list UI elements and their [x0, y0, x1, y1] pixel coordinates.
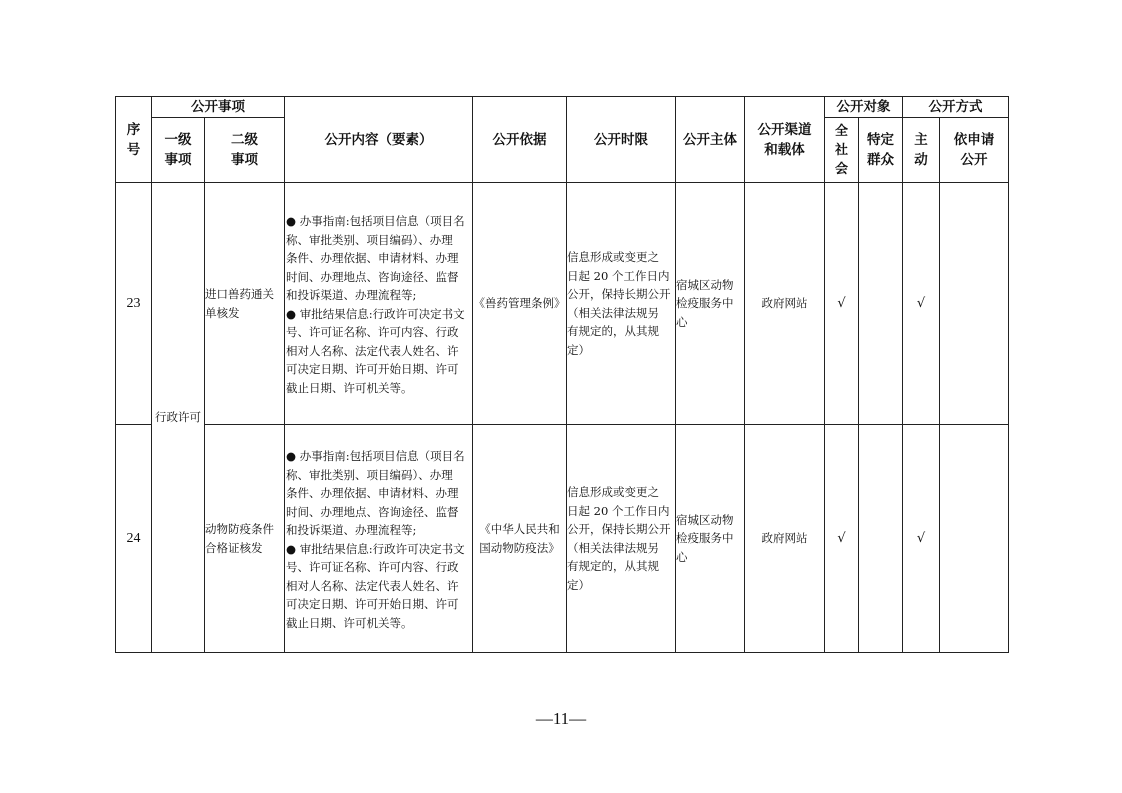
- disclosure-basis: 《中华人民共和 国动物防疫法》: [473, 425, 567, 653]
- table-row: [116, 183, 1009, 425]
- header-method-group: 公开方式: [903, 97, 1009, 118]
- active-check: √: [903, 425, 940, 653]
- level2-item: 进口兽药通关 单核发: [205, 183, 285, 425]
- table-row: [116, 425, 1009, 653]
- header-time-limit: 公开时限: [567, 97, 676, 183]
- header-active: 主 动: [903, 118, 940, 183]
- all-society-check: √: [825, 425, 859, 653]
- disclosure-content: ● 办事指南:包括项目信息（项目名 称、审批类别、项目编码）、办理 条件、办理依据、申请材料、办理 时间、办理地点、咨询途径、监督 和投诉渠道、办理流程等; ● 审批结果信息:行政许可决定书文 号、许可证名称、许可内容、行政 相对人名称、法定代表人姓名、许 可决定日期、许可开始日期、许可 截止日期、许可机关等。: [285, 183, 473, 425]
- specific-public-check: [859, 183, 903, 425]
- disclosure-subject: 宿城区动物 检疫服务中 心: [676, 425, 745, 653]
- disclosure-channel: 政府网站: [745, 425, 825, 653]
- active-check: √: [903, 183, 940, 425]
- time-limit: 信息形成或变更之 日起 20 个工作日内 公开，保持长期公开 （相关法律法规另 有规定的，从其规 定）: [567, 183, 676, 425]
- disclosure-table: [115, 96, 1009, 653]
- header-subject: 公开主体: [676, 97, 745, 183]
- header-specific-public: 特定 群众: [859, 118, 903, 183]
- level1-item: 行政许可: [152, 183, 205, 653]
- header-object-group: 公开对象: [825, 97, 903, 118]
- disclosure-subject: 宿城区动物 检疫服务中 心: [676, 183, 745, 425]
- specific-public-check: [859, 425, 903, 653]
- row-seq: 24: [116, 425, 152, 653]
- all-society-check: √: [825, 183, 859, 425]
- header-basis: 公开依据: [473, 97, 567, 183]
- disclosure-channel: 政府网站: [745, 183, 825, 425]
- header-channel: 公开渠道 和载体: [745, 97, 825, 183]
- disclosure-content: ● 办事指南:包括项目信息（项目名 称、审批类别、项目编码）、办理 条件、办理依据、申请材料、办理 时间、办理地点、咨询途径、监督 和投诉渠道、办理流程等; ● 审批结果信息:行政许可决定书文 号、许可证名称、许可内容、行政 相对人名称、法定代表人姓名、许 可决定日期、许可开始日期、许可 截止日期、许可机关等。: [285, 425, 473, 653]
- disclosure-basis: 《兽药管理条例》: [473, 183, 567, 425]
- header-content: 公开内容（要素）: [285, 97, 473, 183]
- row-seq: 23: [116, 183, 152, 425]
- header-items-group: 公开事项: [152, 97, 285, 118]
- header-on-request: 依申请 公开: [940, 118, 1009, 183]
- header-all-society: 全 社 会: [825, 118, 859, 183]
- header-level2: 二级 事项: [205, 118, 285, 183]
- header-seq: 序 号: [116, 97, 152, 183]
- time-limit: 信息形成或变更之 日起 20 个工作日内 公开，保持长期公开 （相关法律法规另 有规定的，从其规 定）: [567, 425, 676, 653]
- on-request-check: [940, 183, 1009, 425]
- level2-item: 动物防疫条件 合格证核发: [205, 425, 285, 653]
- on-request-check: [940, 425, 1009, 653]
- header-level1: 一级 事项: [152, 118, 205, 183]
- page-number: —11—: [535, 709, 587, 728]
